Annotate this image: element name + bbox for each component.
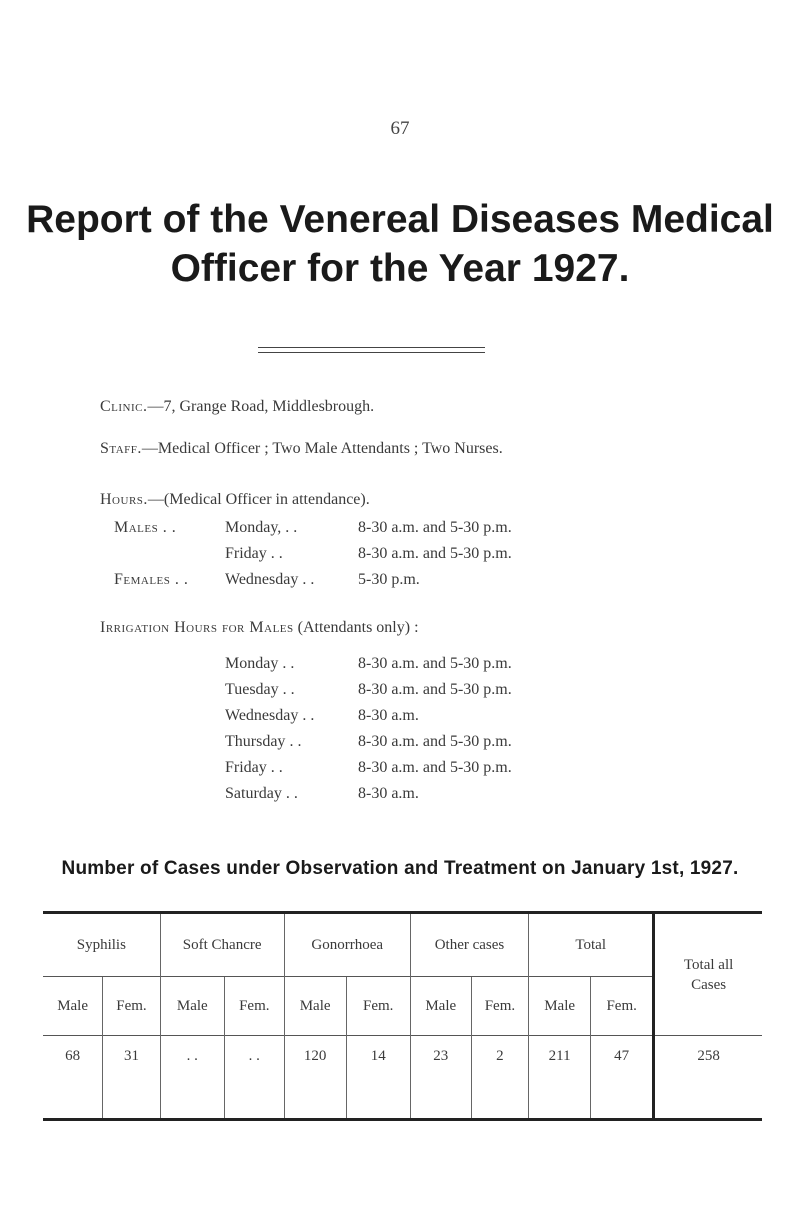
double-rule-top xyxy=(258,347,485,348)
hours-time: 5-30 p.m. xyxy=(358,571,420,588)
report-title xyxy=(0,195,800,293)
table-heading: Number of Cases under Observation and Treatment on January 1st, 1927. xyxy=(61,858,739,879)
hours-day: Monday, . . xyxy=(225,519,298,536)
hours-text: —(Medical Officer in attendance). xyxy=(147,491,370,508)
cell-soft-chancre-fem: . . xyxy=(224,1036,284,1120)
cell-other-fem: 2 xyxy=(471,1036,528,1120)
irrigation-time: 8-30 a.m. and 5-30 p.m. xyxy=(358,655,512,672)
staff-line xyxy=(100,440,503,458)
table-group-header-row xyxy=(43,913,762,977)
irrigation-heading-label: Irrigation Hours for Males xyxy=(100,619,294,636)
sub-header-fem: Fem. xyxy=(471,977,528,1036)
page-number: 67 xyxy=(390,118,410,139)
irrigation-heading xyxy=(100,619,419,637)
irrigation-time: 8-30 a.m. xyxy=(358,707,419,724)
hours-group: Males . . xyxy=(114,519,177,536)
double-rule-bottom xyxy=(258,352,485,353)
hours-label: Hours. xyxy=(100,491,148,508)
cell-syphilis-fem: 31 xyxy=(103,1036,160,1120)
header-total-all-cases: Total all Cases xyxy=(654,913,762,1036)
hours-time: 8-30 a.m. and 5-30 p.m. xyxy=(358,545,512,562)
title-line-1: Report of the Venereal Diseases Medical xyxy=(26,198,774,241)
irrigation-time: 8-30 a.m. xyxy=(358,785,419,802)
sub-header-male: Male xyxy=(43,977,103,1036)
cell-gonorrhoea-male: 120 xyxy=(284,1036,346,1120)
irrigation-day: Monday . . xyxy=(225,655,295,672)
irrigation-time: 8-30 a.m. and 5-30 p.m. xyxy=(358,681,512,698)
irrigation-day: Friday . . xyxy=(225,759,283,776)
cell-gonorrhoea-fem: 14 xyxy=(346,1036,410,1120)
cases-table xyxy=(43,911,762,1121)
cell-other-male: 23 xyxy=(410,1036,471,1120)
hours-group: Females . . xyxy=(114,571,189,588)
sub-header-male: Male xyxy=(284,977,346,1036)
staff-text: —Medical Officer ; Two Male Attendants ; Two Nurses. xyxy=(141,440,503,457)
irrigation-day: Thursday . . xyxy=(225,733,302,750)
hours-day: Wednesday . . xyxy=(225,571,315,588)
cell-total-fem: 47 xyxy=(591,1036,654,1120)
group-header-syphilis: Syphilis xyxy=(43,913,160,977)
table-row xyxy=(43,1036,762,1120)
staff-label: Staff. xyxy=(100,440,142,457)
sub-header-fem: Fem. xyxy=(346,977,410,1036)
hours-day: Friday . . xyxy=(225,545,283,562)
group-header-gonorrhoea: Gonorrhoea xyxy=(284,913,410,977)
irrigation-day: Saturday . . xyxy=(225,785,298,802)
irrigation-day: Wednesday . . xyxy=(225,707,315,724)
group-header-soft-chancre: Soft Chancre xyxy=(160,913,284,977)
hours-time: 8-30 a.m. and 5-30 p.m. xyxy=(358,519,512,536)
sub-header-fem: Fem. xyxy=(103,977,160,1036)
group-header-total: Total xyxy=(529,913,654,977)
cell-soft-chancre-male: . . xyxy=(160,1036,224,1120)
clinic-line xyxy=(100,398,374,416)
group-header-other-cases: Other cases xyxy=(410,913,528,977)
hours-line xyxy=(100,491,370,509)
irrigation-heading-text: (Attendants only) : xyxy=(293,619,419,636)
sub-header-fem: Fem. xyxy=(591,977,654,1036)
cell-total-all-cases: 258 xyxy=(654,1036,762,1120)
sub-header-fem: Fem. xyxy=(224,977,284,1036)
sub-header-male: Male xyxy=(160,977,224,1036)
clinic-text: —7, Grange Road, Middlesbrough. xyxy=(147,398,375,415)
sub-header-male: Male xyxy=(529,977,591,1036)
clinic-label: Clinic. xyxy=(100,398,148,415)
irrigation-time: 8-30 a.m. and 5-30 p.m. xyxy=(358,759,512,776)
cell-syphilis-male: 68 xyxy=(43,1036,103,1120)
sub-header-male: Male xyxy=(410,977,471,1036)
irrigation-day: Tuesday . . xyxy=(225,681,295,698)
irrigation-time: 8-30 a.m. and 5-30 p.m. xyxy=(358,733,512,750)
cell-total-male: 211 xyxy=(529,1036,591,1120)
title-line-2: Officer for the Year 1927. xyxy=(170,247,630,290)
